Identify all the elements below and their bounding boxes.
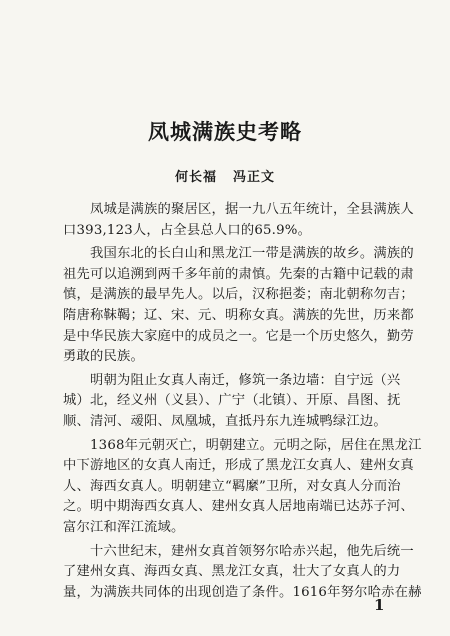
paragraph [63, 244, 414, 368]
text-line: 量，为满族共同体的出现创造了条件。1616年努尔哈赤在赫 [63, 584, 422, 600]
text-line: 城）北，经义州（义县）、广宁（北镇）、开原、昌图、抚 [63, 393, 401, 409]
text-line: 之。明中期海西女真人、建州女真人居地南端已达苏子河、 [63, 499, 414, 515]
text-line: 富尔江和浑江流域。 [63, 519, 185, 535]
document-title: 凤城满族史考略 [148, 119, 302, 144]
text-line: 勇敢的民族。 [63, 349, 144, 365]
text-line: 十六世纪末，建州女真首领努尔哈赤兴起，他先后统一 [90, 543, 414, 559]
text-line: 了建州女真、海西女真、黑龙江女真，壮大了女真人的力 [63, 564, 401, 580]
paragraph [63, 200, 414, 241]
page-number: 1 [374, 596, 385, 614]
text-line: 人、海西女真人。明朝建立“羁縻”卫所，对女真人分而治 [63, 478, 401, 494]
text-line: 凤城是满族的聚居区，据一九八五年统计，全县满族人 [90, 202, 414, 217]
author-name: 何长福 [174, 170, 217, 185]
text-line: 中下游地区的女真人南迁，形成了黑龙江女真人、建州女真 [63, 458, 414, 474]
paragraph [63, 436, 422, 539]
text-line: 口393,123人，占全县总人口的65.9%。 [63, 222, 312, 238]
author-line [0, 166, 450, 185]
paragraph [63, 371, 401, 433]
paragraph [63, 542, 422, 604]
text-line: 我国东北的长白山和黑龙江一带是满族的故乡。满族的 [90, 246, 414, 262]
text-line: 是中华民族大家庭中的成员之一。它是一个历史悠久，勤劳 [63, 328, 414, 344]
body-text [63, 200, 422, 603]
text-line: 祖先可以追溯到两千多年前的肃慎。先秦的古籍中记载的肃 [63, 266, 414, 282]
author-name: 冯正文 [233, 170, 276, 185]
text-line: 隋唐称靺鞨；辽、宋、元、明称女真。满族的先世，历来都 [63, 307, 414, 323]
text-line: 顺、清河、叆阳、凤凰城，直抵丹东九连城鸭绿江边。 [63, 413, 387, 429]
text-line: 慎，是满族的最早先人。以后，汉称挹娄；南北朝称勿吉； [63, 287, 414, 303]
text-line: 明朝为阻止女真人南迁，修筑一条边墙：自宁远（兴 [90, 372, 401, 388]
text-line: 1368年元朝灭亡，明朝建立。元明之际，居住在黑龙江 [90, 437, 422, 453]
